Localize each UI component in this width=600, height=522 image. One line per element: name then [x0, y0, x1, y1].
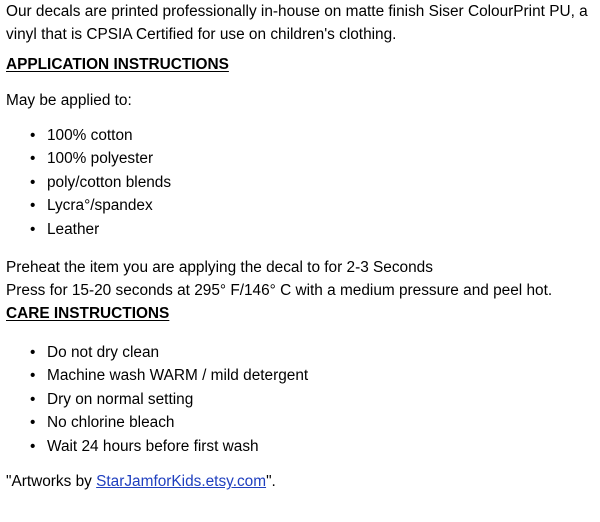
materials-list — [6, 124, 598, 241]
list-item: • No chlorine bleach — [27, 411, 598, 434]
list-item: • Do not dry clean — [27, 341, 598, 364]
list-item: • 100% cotton — [27, 124, 598, 147]
list-item: • poly/cotton blends — [27, 171, 598, 194]
list-item: • Machine wash WARM / mild detergent — [27, 364, 598, 387]
etsy-shop-link[interactable]: StarJamforKids.etsy.com — [96, 473, 267, 491]
list-item: • Lycra°/spandex — [27, 194, 598, 217]
list-item: • Wait 24 hours before first wash — [27, 435, 598, 458]
intro-paragraph — [6, 0, 598, 46]
credit-suffix: ". — [266, 473, 276, 491]
list-item: • Leather — [27, 218, 598, 241]
application-instructions-heading: APPLICATION INSTRUCTIONS — [6, 56, 229, 73]
applied-to-label: May be applied to: — [6, 92, 132, 109]
artworks-credit — [6, 470, 598, 493]
document — [6, 0, 598, 493]
list-item: • 100% polyester — [27, 147, 598, 170]
preheat-instruction: Preheat the item you are applying the decal to for 2-3 Seconds — [6, 259, 433, 277]
list-item: • Dry on normal setting — [27, 388, 598, 411]
care-instructions-heading: CARE INSTRUCTIONS — [6, 305, 170, 323]
intro-line-2: vinyl that is CPSIA Certified for use on children's clothing. — [6, 26, 397, 43]
care-list — [6, 341, 598, 458]
credit-prefix: "Artworks by — [6, 473, 97, 491]
press-instruction: Press for 15-20 seconds at 295° F/146° C with a medium pressure and peel hot. — [6, 282, 553, 300]
intro-line-1: Our decals are printed professionally in-house on matte finish Siser ColourPrint PU, a — [6, 3, 588, 20]
